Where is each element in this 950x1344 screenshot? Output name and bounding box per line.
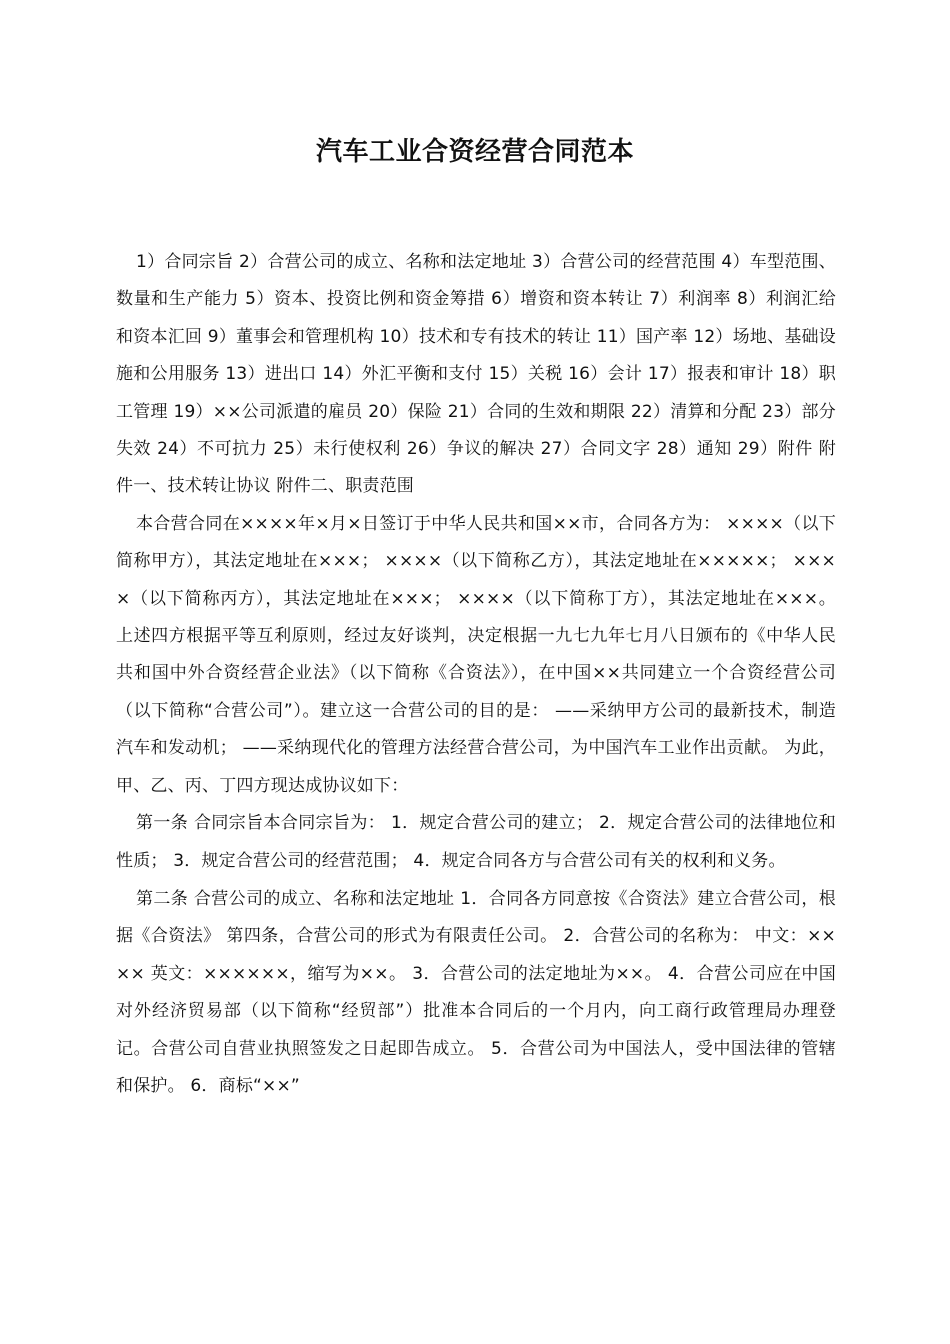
- document-body: [116, 244, 836, 1105]
- article-1-paragraph: 第一条 合同宗旨本合同宗旨为： 1．规定合营公司的建立； 2．规定合营公司的法律地位和性质； 3．规定合营公司的经营范围； 4．规定合同各方与合营公司有关的权利和义务。: [116, 813, 836, 871]
- contents-list-paragraph: 1）合同宗旨 2）合营公司的成立、名称和法定地址 3）合营公司的经营范围 4）车型范围、数量和生产能力 5）资本、投资比例和资金筹措 6）增资和资本转让 7）利润率 8）利润汇给和资本汇回 9）董事会和管理机构 10）技术和专有技术的转让 11）国产率 12）场地、基础设施和公用服务 13）进出口 14）外汇平衡和支付 15）关税 16）会计 17）报表和审计 18）职工管理 19）××公司派遣的雇员 20）保险 21）合同的生效和期限 22）清算和分配 23）部分失效 24）不可抗力 25）未行使权利 26）争议的解决 27）合同文字 28）通知 29）附件 附件一、技术转让协议 附件二、职责范围: [116, 252, 836, 497]
- document-title: 汽车工业合资经营合同范本: [315, 137, 634, 167]
- preamble-paragraph: 本合营合同在××××年×月×日签订于中华人民共和国××市，合同各方为： ××××（以下简称甲方），其法定地址在×××； ××××（以下简称乙方），其法定地址在×××××； ××××（以下简称丙方），其法定地址在×××； ××××（以下简称丁方），其法定地址在×××。 上述四方根据平等互利原则，经过友好谈判，决定根据一九七九年七月八日颁布的《中华人民共和国中外合资经营企业法》（以下简称《合资法》），在中国××共同建立一个合资经营公司（以下简称“合营公司”）。建立这一合营公司的目的是： ——采纳甲方公司的最新技术，制造汽车和发动机； ——采纳现代化的管理方法经营合营公司，为中国汽车工业作出贡献。 为此，甲、乙、丙、丁四方现达成协议如下：: [116, 513, 836, 796]
- article-2-paragraph: 第二条 合营公司的成立、名称和法定地址 1．合同各方同意按《合资法》建立合营公司，根据《合资法》 第四条，合营公司的形式为有限责任公司。 2．合营公司的名称为： 中文：×××× 英文：××××××，缩写为××。 3．合营公司的法定地址为××。 4．合营公司应在中国对外经济贸易部（以下简称“经贸部”）批准本合同后的一个月内，向工商行政管理局办理登记。合营公司自营业执照签发之日起即告成立。 5．合营公司为中国法人，受中国法律的管辖和保护。 6．商标“××”: [116, 888, 836, 1096]
